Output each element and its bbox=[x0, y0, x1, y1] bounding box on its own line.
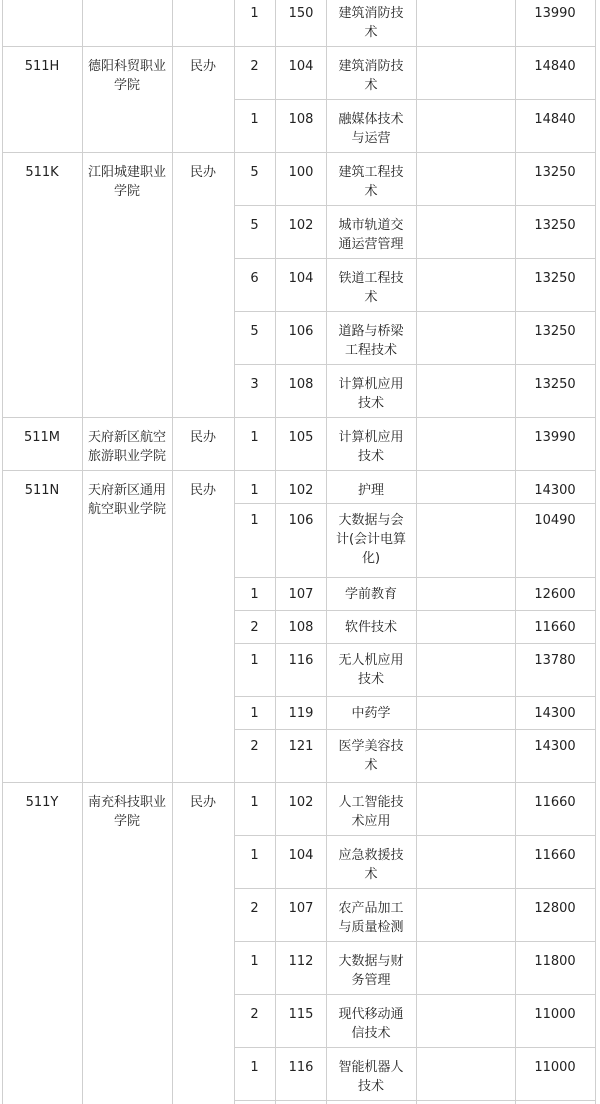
institution-name: 南充科技职业 学院 bbox=[87, 795, 166, 829]
program-name: 大数据与会 计(会计电算 化) bbox=[335, 513, 407, 566]
row-divider bbox=[234, 994, 595, 995]
plan-count: 5 bbox=[250, 324, 259, 339]
program-code: 100 bbox=[288, 165, 314, 180]
institution-code: 511Y bbox=[25, 795, 59, 810]
program-name: 现代移动通 信技术 bbox=[338, 1007, 404, 1041]
tuition-fee: 11660 bbox=[534, 795, 576, 810]
row-divider bbox=[234, 610, 595, 611]
group-divider bbox=[2, 152, 595, 153]
row-divider bbox=[234, 643, 595, 644]
group-divider bbox=[2, 417, 595, 418]
tuition-fee: 13250 bbox=[534, 271, 576, 286]
institution-type: 民办 bbox=[189, 483, 216, 498]
program-name: 医学美容技 术 bbox=[338, 739, 404, 773]
institution-name: 天府新区航空 旅游职业学院 bbox=[87, 430, 166, 464]
program-name: 大数据与财 务管理 bbox=[338, 954, 404, 988]
program-name: 无人机应用 技术 bbox=[338, 653, 404, 687]
institution-code: 511N bbox=[24, 483, 60, 498]
row-divider bbox=[234, 835, 595, 836]
plan-count: 1 bbox=[250, 653, 259, 668]
program-code: 116 bbox=[288, 1060, 314, 1075]
tuition-fee: 11000 bbox=[534, 1007, 576, 1022]
institution-name: 天府新区通用 航空职业学院 bbox=[87, 483, 166, 517]
column-divider bbox=[416, 0, 417, 1104]
tuition-fee: 13990 bbox=[534, 430, 576, 445]
plan-count: 5 bbox=[250, 218, 259, 233]
group-divider bbox=[2, 46, 595, 47]
tuition-fee: 13250 bbox=[534, 165, 576, 180]
row-divider bbox=[234, 503, 595, 504]
tuition-fee: 11660 bbox=[534, 848, 576, 863]
row-divider bbox=[234, 99, 595, 100]
program-code: 119 bbox=[288, 706, 314, 721]
program-code: 121 bbox=[288, 739, 314, 754]
plan-count: 1 bbox=[250, 848, 259, 863]
group-divider bbox=[2, 470, 595, 471]
institution-code: 511K bbox=[25, 165, 59, 180]
program-name: 道路与桥梁 工程技术 bbox=[338, 324, 404, 358]
plan-count: 1 bbox=[250, 587, 259, 602]
tuition-fee: 10490 bbox=[534, 513, 576, 528]
program-code: 108 bbox=[288, 112, 314, 127]
row-divider bbox=[234, 577, 595, 578]
tuition-fee: 13250 bbox=[534, 218, 576, 233]
plan-count: 2 bbox=[250, 739, 259, 754]
institution-type: 民办 bbox=[189, 430, 216, 445]
program-code: 104 bbox=[288, 59, 314, 74]
tuition-fee: 14300 bbox=[534, 739, 576, 754]
plan-count: 1 bbox=[250, 1060, 259, 1075]
row-divider bbox=[234, 205, 595, 206]
tuition-fee: 14300 bbox=[534, 483, 576, 498]
program-code: 106 bbox=[288, 513, 314, 528]
plan-count: 2 bbox=[250, 59, 259, 74]
plan-count: 2 bbox=[250, 901, 259, 916]
program-name: 计算机应用 技术 bbox=[338, 377, 404, 411]
program-code: 112 bbox=[288, 954, 314, 969]
tuition-fee: 12800 bbox=[534, 901, 576, 916]
program-name: 应急救援技 术 bbox=[338, 848, 404, 882]
tuition-fee: 12600 bbox=[534, 587, 576, 602]
tuition-fee: 14300 bbox=[534, 706, 576, 721]
tuition-fee: 13250 bbox=[534, 377, 576, 392]
tuition-fee: 13250 bbox=[534, 324, 576, 339]
tuition-fee: 14840 bbox=[534, 59, 576, 74]
program-code: 104 bbox=[288, 271, 314, 286]
institution-name: 德阳科贸职业 学院 bbox=[87, 59, 166, 93]
row-divider bbox=[234, 888, 595, 889]
tuition-fee: 14840 bbox=[534, 112, 576, 127]
institution-type: 民办 bbox=[189, 59, 216, 74]
program-code: 102 bbox=[288, 795, 314, 810]
plan-count: 2 bbox=[250, 1007, 259, 1022]
program-code: 107 bbox=[288, 901, 314, 916]
tuition-fee: 11000 bbox=[534, 1060, 576, 1075]
plan-count: 1 bbox=[250, 513, 259, 528]
program-name: 护理 bbox=[357, 483, 384, 498]
plan-count: 1 bbox=[250, 6, 259, 21]
column-divider bbox=[595, 0, 596, 1104]
program-code: 115 bbox=[288, 1007, 314, 1022]
plan-count: 3 bbox=[250, 377, 259, 392]
program-name: 城市轨道交 通运营管理 bbox=[338, 218, 404, 252]
tuition-fee: 11800 bbox=[534, 954, 576, 969]
plan-count: 1 bbox=[250, 430, 259, 445]
program-code: 106 bbox=[288, 324, 314, 339]
tuition-fee: 13990 bbox=[534, 6, 576, 21]
program-name: 学前教育 bbox=[344, 587, 397, 602]
institution-type: 民办 bbox=[189, 795, 216, 810]
program-name: 铁道工程技 术 bbox=[338, 271, 404, 305]
program-code: 116 bbox=[288, 653, 314, 668]
program-code: 108 bbox=[288, 620, 314, 635]
row-divider bbox=[234, 311, 595, 312]
program-name: 智能机器人 技术 bbox=[338, 1060, 404, 1094]
program-code: 102 bbox=[288, 218, 314, 233]
plan-count: 1 bbox=[250, 795, 259, 810]
program-code: 150 bbox=[288, 6, 314, 21]
plan-count: 1 bbox=[250, 706, 259, 721]
institution-type: 民办 bbox=[189, 165, 216, 180]
program-name: 建筑消防技 术 bbox=[338, 59, 404, 93]
program-name: 融媒体技术 与运营 bbox=[338, 112, 404, 146]
row-divider bbox=[234, 1047, 595, 1048]
plan-count: 2 bbox=[250, 620, 259, 635]
plan-count: 5 bbox=[250, 165, 259, 180]
program-code: 108 bbox=[288, 377, 314, 392]
row-divider bbox=[234, 1100, 595, 1101]
tuition-fee: 11660 bbox=[534, 620, 576, 635]
program-code: 105 bbox=[288, 430, 314, 445]
program-code: 104 bbox=[288, 848, 314, 863]
program-name: 建筑消防技 术 bbox=[338, 6, 404, 40]
institution-name: 江阳城建职业 学院 bbox=[87, 165, 166, 199]
program-code: 102 bbox=[288, 483, 314, 498]
plan-count: 1 bbox=[250, 954, 259, 969]
program-name: 农产品加工 与质量检测 bbox=[338, 901, 404, 935]
program-name: 计算机应用 技术 bbox=[338, 430, 404, 464]
program-code: 107 bbox=[288, 587, 314, 602]
tuition-fee: 13780 bbox=[534, 653, 576, 668]
plan-count: 6 bbox=[250, 271, 259, 286]
program-name: 中药学 bbox=[351, 706, 391, 721]
row-divider bbox=[234, 941, 595, 942]
institution-code: 511M bbox=[23, 430, 61, 445]
institution-code: 511H bbox=[24, 59, 60, 74]
row-divider bbox=[234, 729, 595, 730]
row-divider bbox=[234, 696, 595, 697]
program-name: 软件技术 bbox=[344, 620, 397, 635]
plan-count: 1 bbox=[250, 112, 259, 127]
row-divider bbox=[234, 364, 595, 365]
program-name: 建筑工程技 术 bbox=[338, 165, 404, 199]
program-name: 人工智能技 术应用 bbox=[338, 795, 404, 829]
group-divider bbox=[2, 782, 595, 783]
plan-count: 1 bbox=[250, 483, 259, 498]
row-divider bbox=[234, 258, 595, 259]
